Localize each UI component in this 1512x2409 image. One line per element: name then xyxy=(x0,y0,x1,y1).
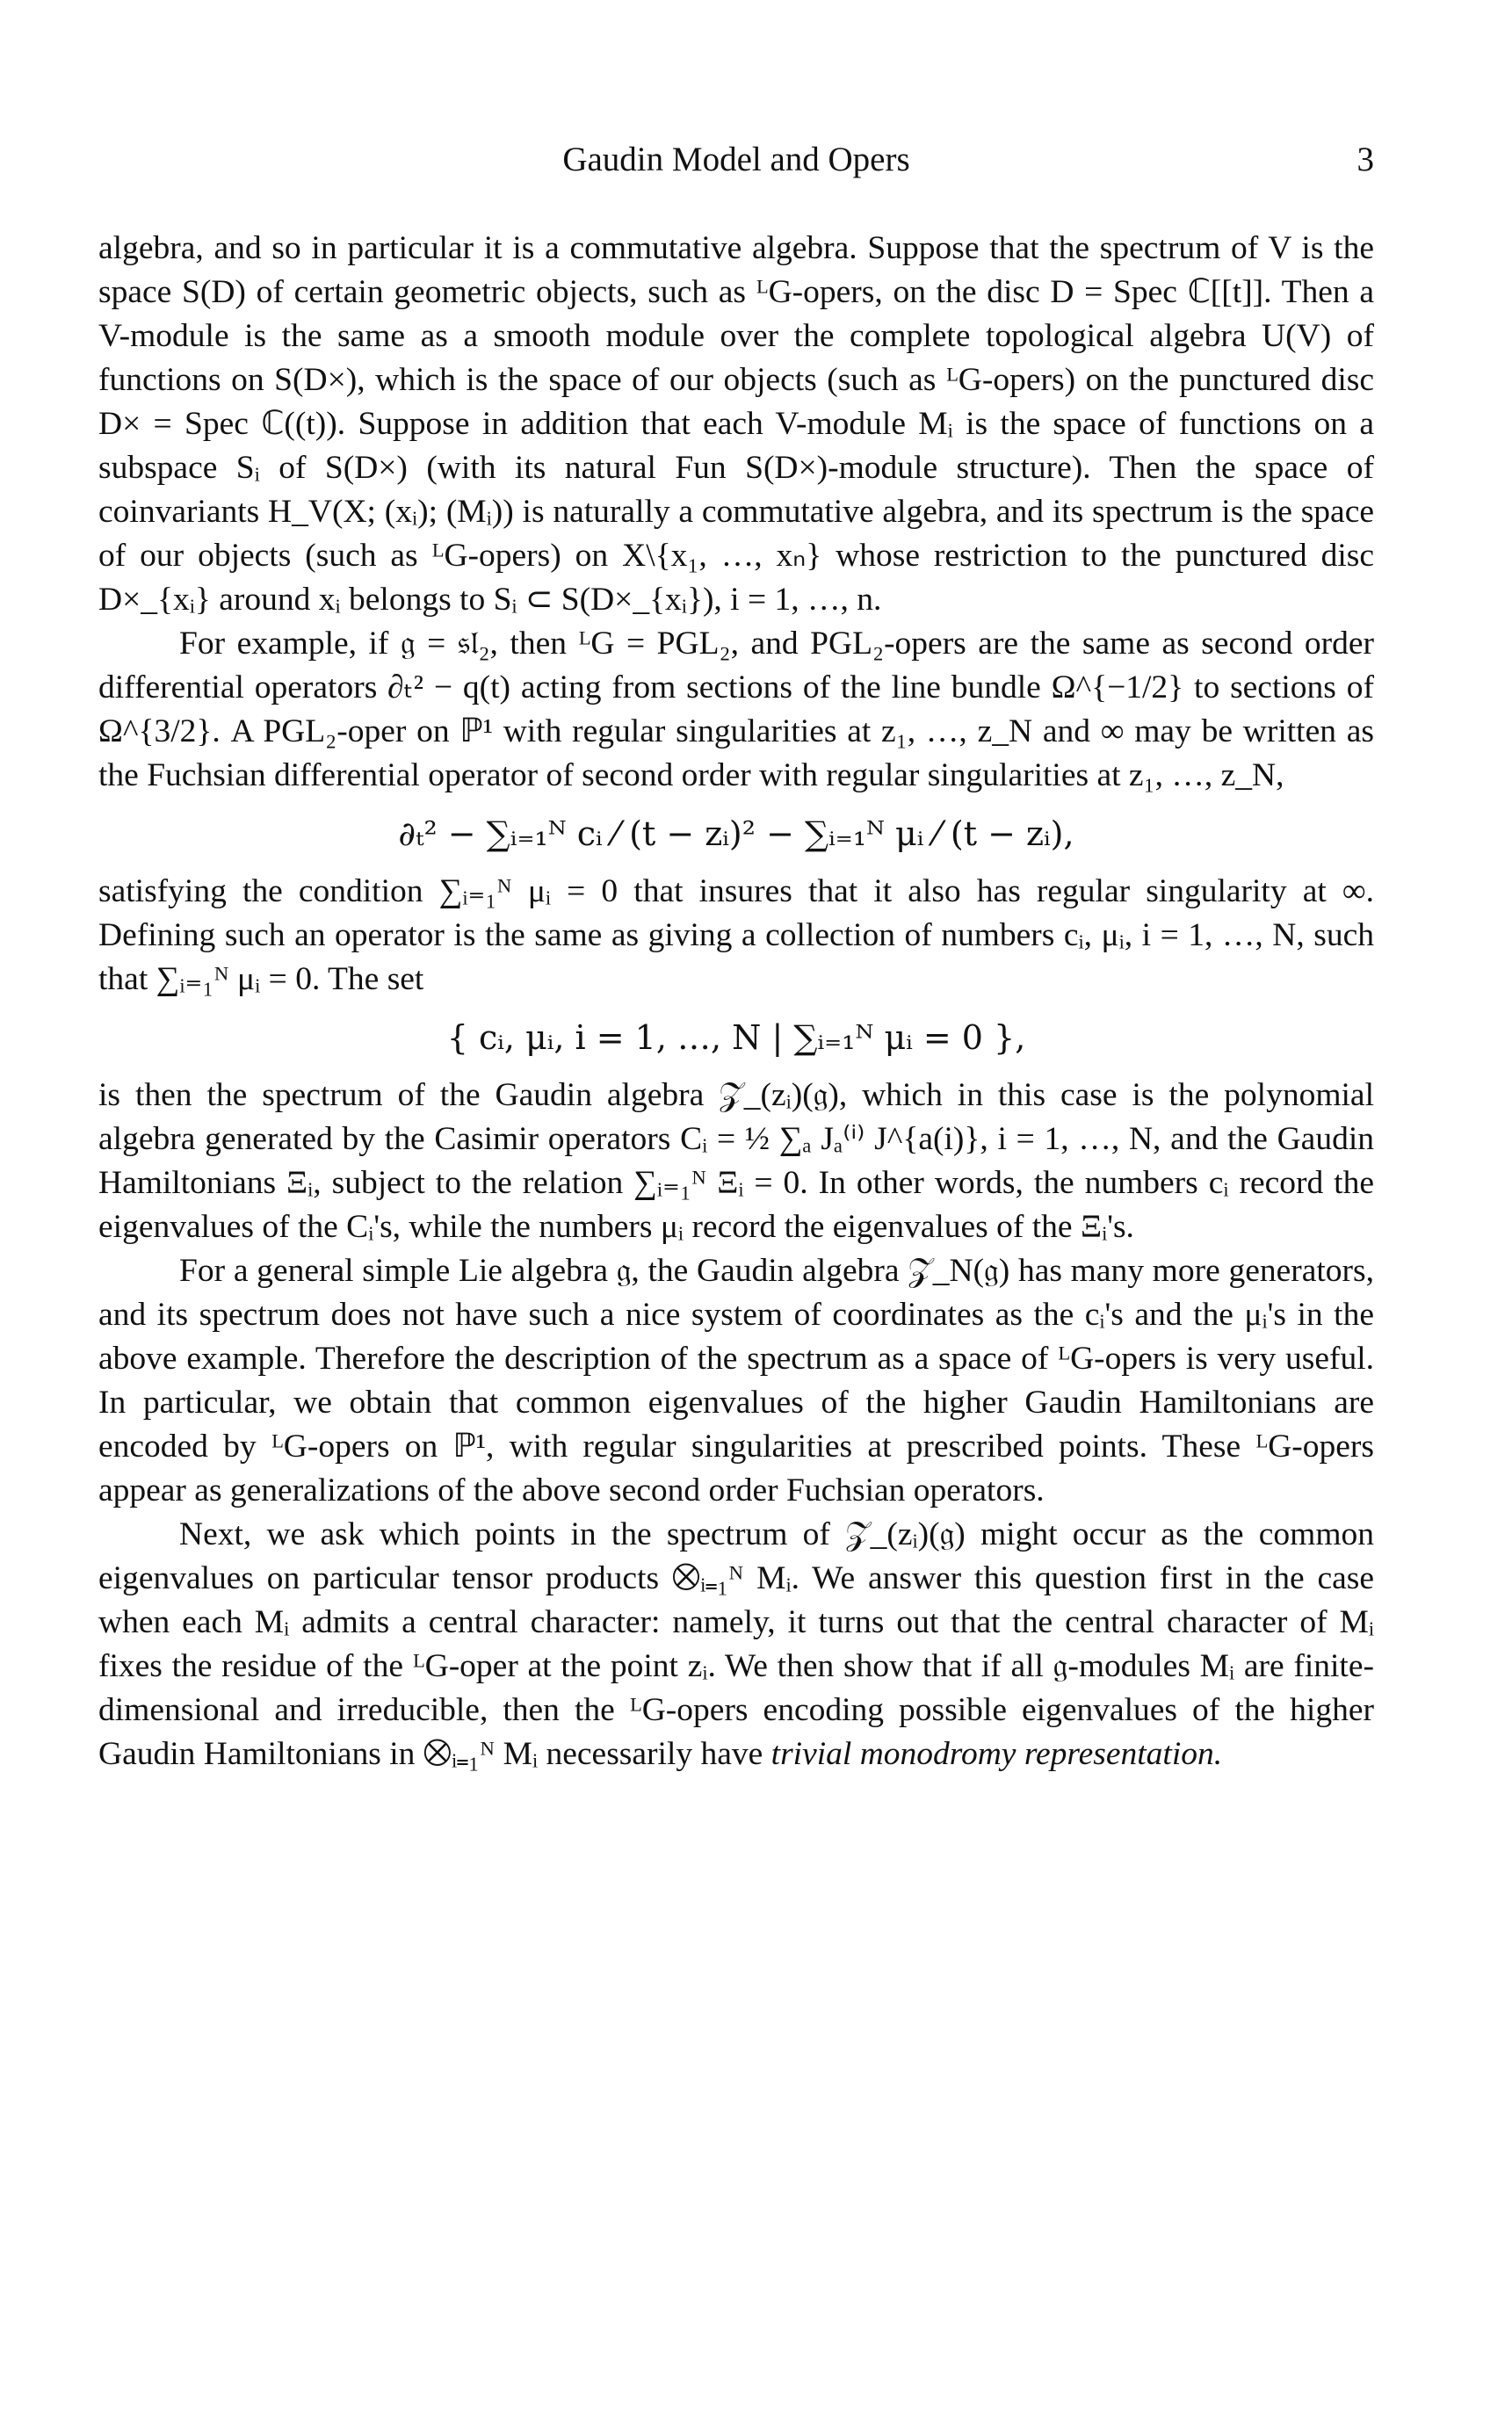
emphasis-trivial-monodromy: trivial monodromy representation. xyxy=(770,1736,1223,1772)
page-number: 3 xyxy=(1356,141,1374,178)
paragraph-example-sl2: For example, if 𝔤 = 𝔰𝔩₂, then ᴸG = PGL₂, and PGL₂-opers are the same as second order differential operators ∂ₜ² − q(t) acting from sections of the line bundle Ω^{−1/2} to sections of Ω^{3/2}. A PGL₂-oper on ℙ¹ with regular singularities at z₁, …, z_N and ∞ may be written as the Fuchsian differential operator of second order with regular singularities at z₁, …, z_N, xyxy=(98,626,1374,793)
running-head xyxy=(98,134,1374,186)
paragraph-tensor-products xyxy=(98,1513,1374,1776)
paragraph-gaudin-algebra: is then the spectrum of the Gaudin algebra 𝒵_(zᵢ)(𝔤), which in this case is the polynomial algebra generated by the Casimir operators Cᵢ = ½ ∑ₐ Jₐ⁽ⁱ⁾ J^{a(i)}, i = 1, …, N, and the Gaudin Hamiltonians Ξᵢ, subject to the relation ∑ᵢ₌₁ᴺ Ξᵢ = 0. In other words, the numbers cᵢ record the eigenvalues of the Cᵢ's, while the numbers μᵢ record the eigenvalues of the Ξᵢ's. xyxy=(98,1077,1374,1245)
paragraph-tensor-products-text: Next, we ask which points in the spectrum of 𝒵_(zᵢ)(𝔤) might occur as the common eigenvalues on particular tensor products ⨂ᵢ₌₁ᴺ Mᵢ. We answer this question first in the case when each Mᵢ admits a central character: namely, it turns out that the central character of Mᵢ fixes the residue of the ᴸG-oper at the point zᵢ. We then show that if all 𝔤-modules Mᵢ are finite-dimensional and irreducible, then the ᴸG-opers encoding possible eigenvalues of the higher Gaudin Hamiltonians in ⨂ᵢ₌₁ᴺ Mᵢ necessarily have xyxy=(98,1516,1374,1772)
equation-set: { cᵢ, μᵢ, i = 1, …, N | ∑ᵢ₌₁ᴺ μᵢ = 0 }, xyxy=(446,1018,1026,1057)
equation-fuchsian-operator: ∂ₜ² − ∑ᵢ₌₁ᴺ cᵢ ⁄ (t − zᵢ)² − ∑ᵢ₌₁ᴺ μᵢ ⁄ (t − zᵢ), xyxy=(398,814,1074,853)
paragraph-spectrum: algebra, and so in particular it is a commutative algebra. Suppose that the spectrum of V is the space S(D) of certain geometric objects, such as ᴸG-opers, on the disc D = Spec ℂ[[t]]. Then a V-module is the same as a smooth module over the complete topological algebra U(V) of functions on S(D×), which is the space of our objects (such as ᴸG-opers) on the punctured disc D× = Spec ℂ((t)). Suppose in addition that each V-module Mᵢ is the space of functions on a subspace Sᵢ of S(D×) (with its natural Fun S(D×)-module structure). Then the space of coinvariants H_V(X; (xᵢ); (Mᵢ)) is naturally a commutative algebra, and its spectrum is the space of our objects (such as ᴸG-opers) on X\{x₁, …, xₙ} whose restriction to the punctured disc D×_{xᵢ} around xᵢ belongs to Sᵢ ⊂ S(D×_{xᵢ}), i = 1, …, n. xyxy=(98,230,1374,618)
body-text xyxy=(98,227,1374,1776)
paragraph-general-lie-algebra: For a general simple Lie algebra 𝔤, the Gaudin algebra 𝒵_N(𝔤) has many more generators, and its spectrum does not have such a nice system of coordinates as the cᵢ's and the μᵢ's in the above example. Therefore the description of the spectrum as a space of ᴸG-opers is very useful. In particular, we obtain that common eigenvalues of the higher Gaudin Hamiltonians are encoded by ᴸG-opers on ℙ¹, with regular singularities at prescribed points. These ᴸG-opers appear as generalizations of the above second order Fuchsian operators. xyxy=(98,1253,1374,1508)
running-title: Gaudin Model and Opers xyxy=(562,141,910,178)
paragraph-condition: satisfying the condition ∑ᵢ₌₁ᴺ μᵢ = 0 that insures that it also has regular singularity at ∞. Defining such an operator is the same as giving a collection of numbers cᵢ, μᵢ, i = 1, …, N, such that ∑ᵢ₌₁ᴺ μᵢ = 0. The set xyxy=(98,873,1374,997)
